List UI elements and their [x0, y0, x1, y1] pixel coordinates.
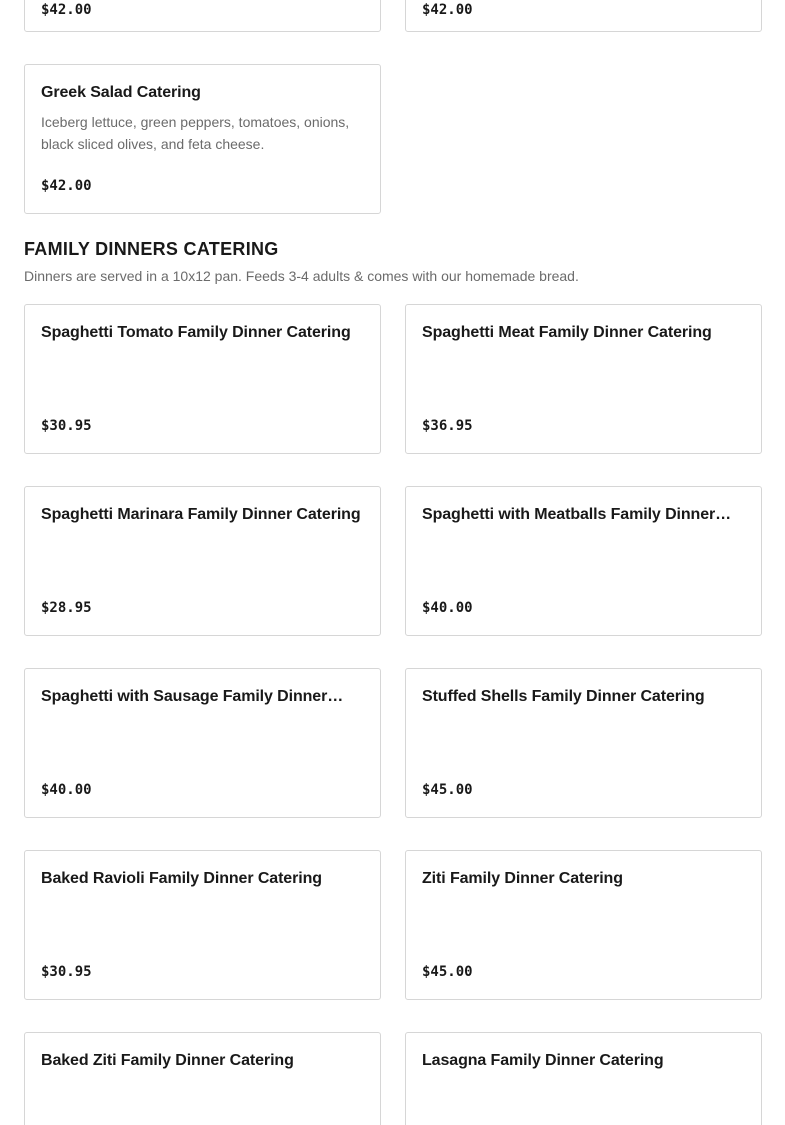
menu-item-card[interactable] [24, 0, 381, 32]
item-name: Spaghetti with Meatballs Family Dinner… [422, 506, 732, 523]
item-description: Iceberg lettuce, green peppers, tomatoes, onions, black sliced olives, and feta cheese. [41, 114, 350, 152]
item-name: Spaghetti with Sausage Family Dinner… [41, 688, 344, 705]
item-price: $45.00 [422, 964, 473, 980]
item-price: $45.00 [422, 782, 473, 798]
menu-item-card[interactable] [24, 486, 381, 636]
menu-item-card[interactable] [405, 0, 762, 32]
item-price: $40.00 [422, 600, 473, 616]
item-name: Baked Ziti Family Dinner Catering [41, 1052, 294, 1069]
menu-item-card[interactable] [24, 850, 381, 1000]
item-price: $28.95 [41, 600, 92, 616]
item-name: Lasagna Family Dinner Catering [422, 1052, 664, 1069]
section-description: Dinners are served in a 10x12 pan. Feeds 3-4 adults & comes with our homemade bread. [24, 268, 579, 284]
item-price: $36.95 [422, 418, 473, 434]
item-price: $42.00 [422, 2, 473, 18]
item-price: $30.95 [41, 964, 92, 980]
item-name: Stuffed Shells Family Dinner Catering [422, 688, 705, 705]
item-price: $30.95 [41, 418, 92, 434]
item-name: Spaghetti Tomato Family Dinner Catering [41, 324, 351, 341]
menu-item-card[interactable] [405, 486, 762, 636]
item-price: $40.00 [41, 782, 92, 798]
item-price: $42.00 [41, 178, 92, 194]
section-title: FAMILY DINNERS CATERING [24, 239, 279, 259]
menu-item-card[interactable] [405, 1032, 762, 1125]
item-name: Greek Salad Catering [41, 84, 201, 101]
menu-item-card[interactable] [24, 1032, 381, 1125]
item-price: $42.00 [41, 2, 92, 18]
item-name: Baked Ravioli Family Dinner Catering [41, 870, 322, 887]
menu-item-card[interactable] [405, 304, 762, 454]
item-name: Ziti Family Dinner Catering [422, 870, 623, 887]
item-name: Spaghetti Marinara Family Dinner Catering [41, 506, 361, 523]
item-name: Spaghetti Meat Family Dinner Catering [422, 324, 712, 341]
menu-item-card[interactable] [24, 304, 381, 454]
menu-item-card[interactable] [405, 850, 762, 1000]
menu-item-card[interactable] [24, 668, 381, 818]
menu-item-card[interactable] [405, 668, 762, 818]
menu-item-card-greek-salad[interactable] [24, 64, 381, 214]
